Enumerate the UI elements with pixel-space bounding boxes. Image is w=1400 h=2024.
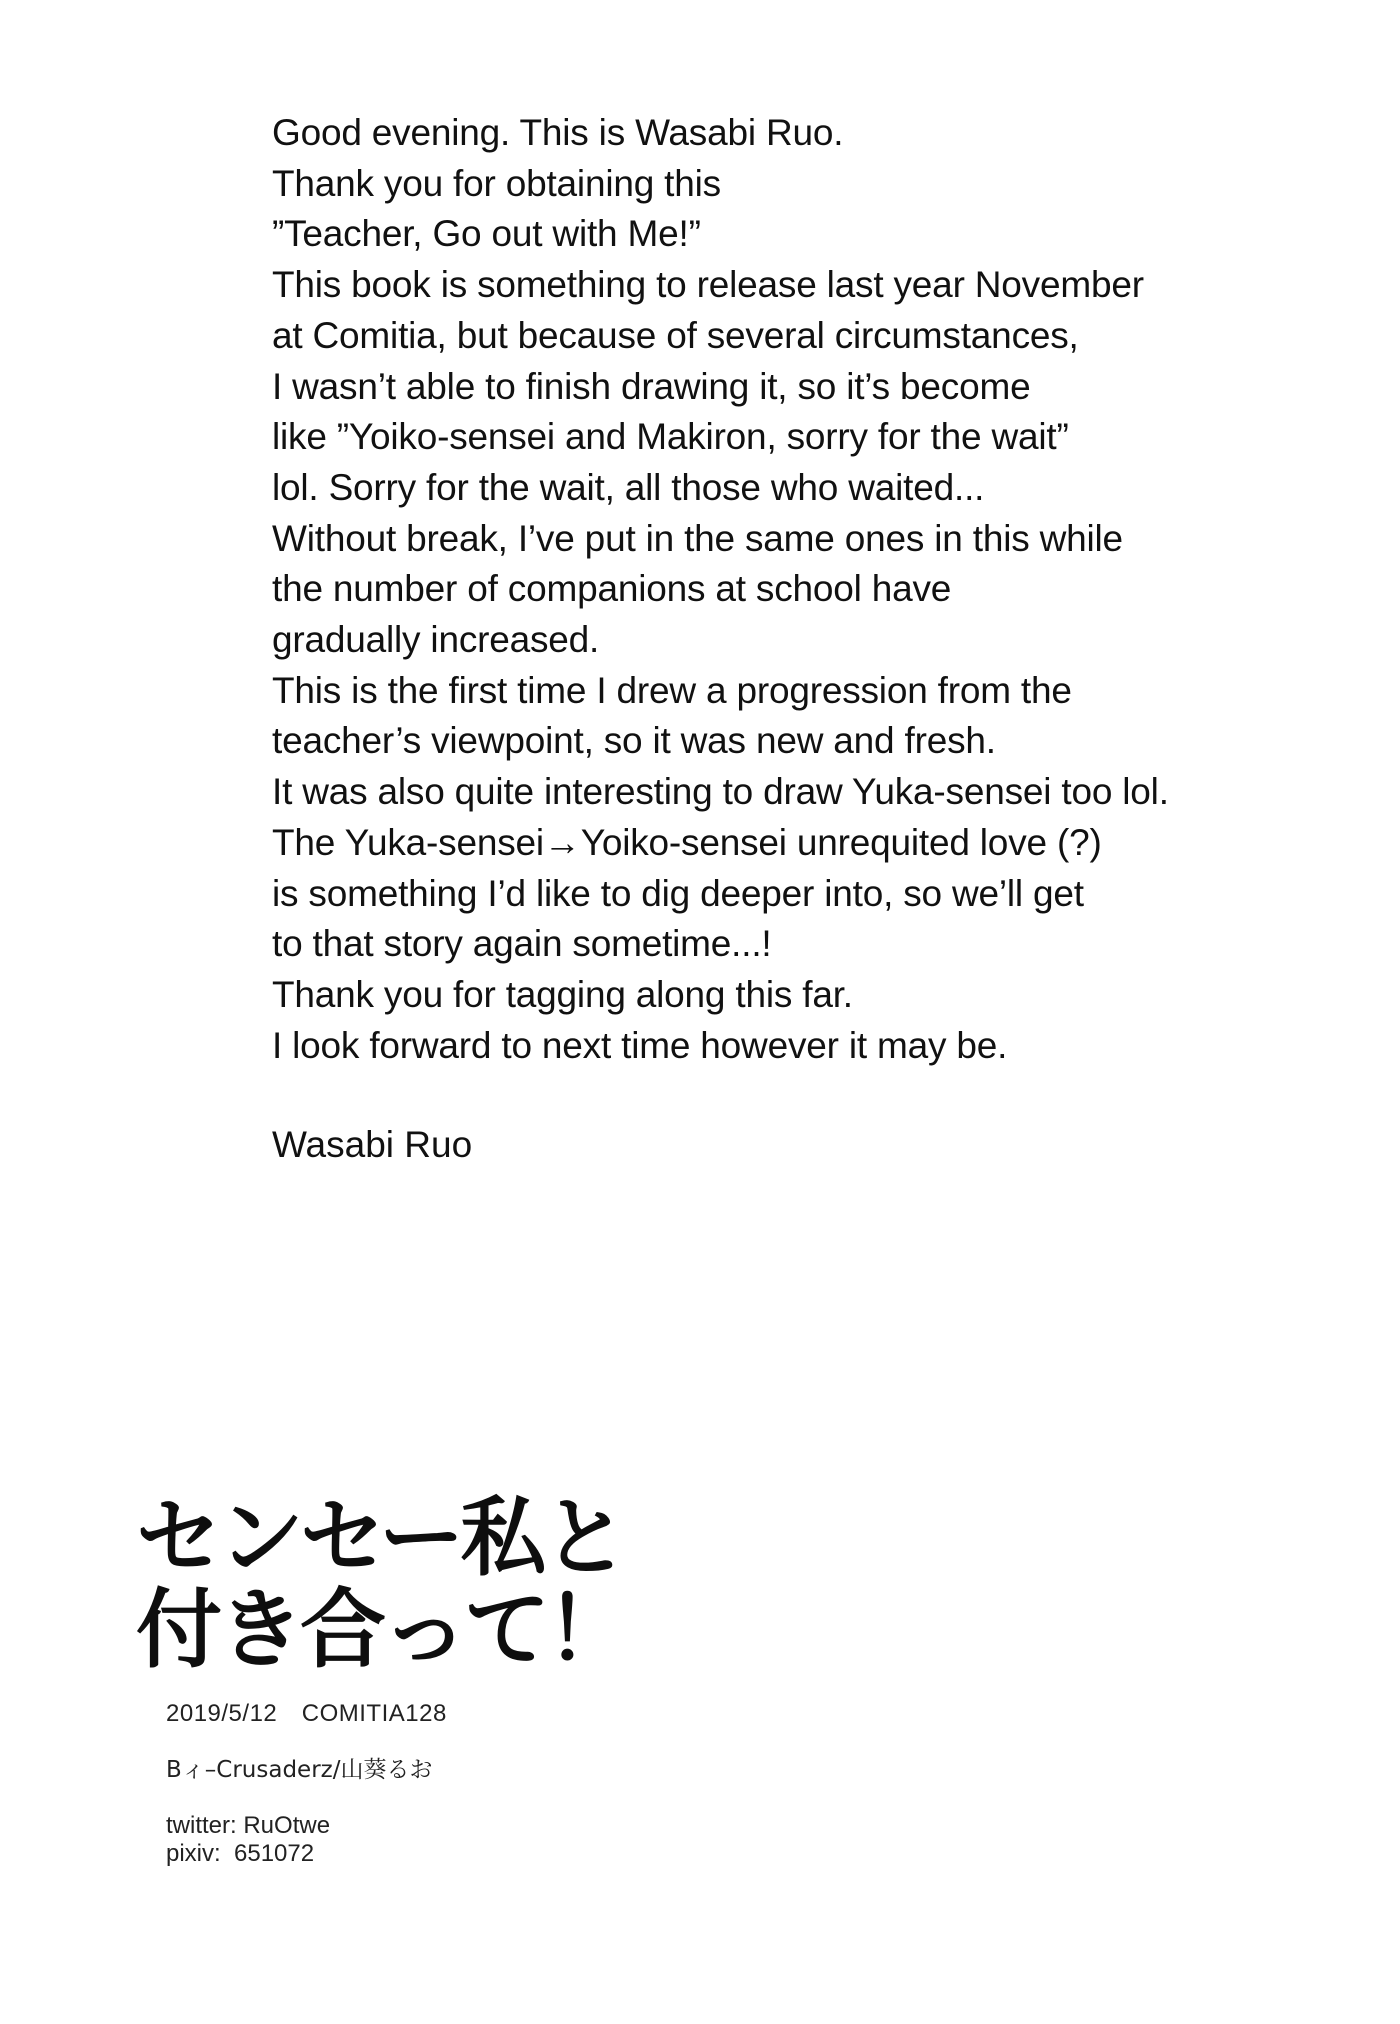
twitter-handle: twitter: RuOtwe [166,1812,331,1839]
afterword-line: teacher’s viewpoint, so it was new and fresh. [272,720,996,762]
author-signature: Wasabi Ruo [272,1124,473,1165]
afterword-line: This is the first time I drew a progression from the [272,669,1072,711]
afterword-line: lol. Sorry for the wait, all those who waited... [272,466,985,508]
afterword-line: is something I’d like to dig deeper into, so we’ll get [272,872,1084,914]
title-line-2: 付き合って！ [136,1580,628,1680]
afterword-line: gradually increased. [272,619,600,661]
afterword-line: Without break, I’ve put in the same ones in this while [272,517,1123,559]
afterword-line: Thank you for obtaining this [272,162,721,204]
book-title [136,1488,656,1680]
afterword-line: to that story again sometime...! [272,923,772,965]
pixiv-id: pixiv: 651072 [166,1840,315,1867]
afterword-line: This book is something to release last year November [272,264,1144,306]
afterword-line: like ”Yoiko-sensei and Makiron, sorry for the wait” [272,416,1069,458]
afterword-line: I look forward to next time however it may be. [272,1024,1008,1066]
afterword-line: ”Teacher, Go out with Me!” [272,213,701,255]
afterword-text [272,108,1372,1071]
afterword-line: I wasn’t able to finish drawing it, so it’s become [272,365,1031,407]
event-date: 2019/5/12 COMITIA128 [166,1700,447,1727]
title-line-1: センセー私と [136,1488,625,1588]
afterword-line: Good evening. This is Wasabi Ruo. [272,112,844,153]
afterword-line: Thank you for tagging along this far. [272,973,853,1015]
afterword-line: The Yuka-sensei→Yoiko-sensei unrequited love (?) [272,821,1102,863]
afterword-line: It was also quite interesting to draw Yuka-sensei too lol. [272,771,1169,813]
circle-name: Bィ–Crusaderz/山葵るお [166,1757,433,1783]
afterword-line: at Comitia, but because of several circumstances, [272,314,1079,356]
afterword-line: the number of companions at school have [272,568,952,610]
